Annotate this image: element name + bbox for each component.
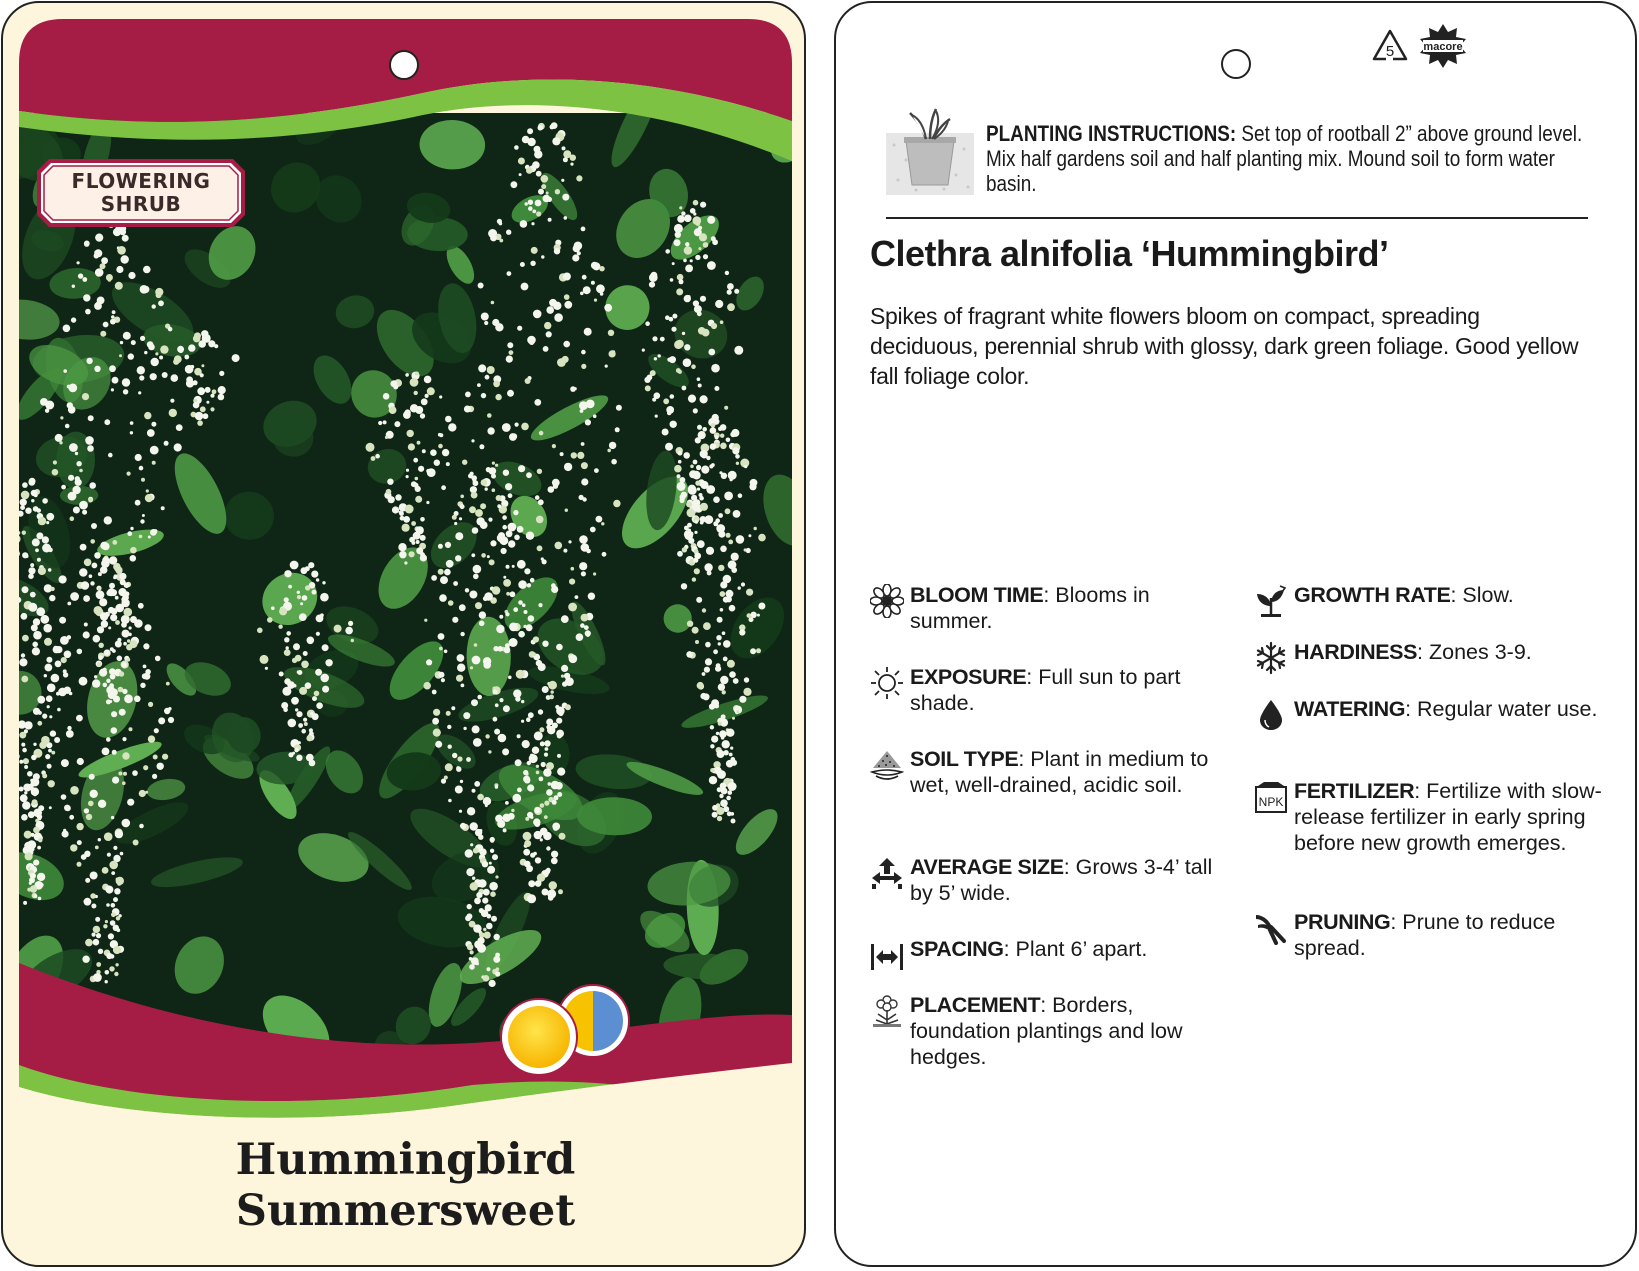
category-badge (35, 157, 247, 229)
attr-exposure (910, 664, 1220, 716)
attr-value: : Regular water use. (1405, 697, 1598, 721)
attr-label: HARDINESS (1294, 640, 1418, 664)
planting-label: PLANTING INSTRUCTIONS: (986, 121, 1237, 146)
attr-value: : Blooms in summer. (910, 583, 1150, 633)
attr-value: : Prune to reduce spread. (1294, 910, 1556, 960)
planting-instructions (886, 105, 1586, 201)
back-tag (834, 1, 1637, 1267)
attr-label: GROWTH RATE (1294, 583, 1451, 607)
npk-icon (1254, 780, 1288, 814)
sun-icon (870, 666, 904, 700)
badge-line-1: FLOWERING (71, 169, 211, 193)
attr-label: SOIL TYPE (910, 747, 1019, 771)
spacing-icon (870, 938, 904, 972)
scientific-name: Clethra alnifolia ‘Hummingbird’ (870, 233, 1389, 274)
attr-value: : Zones 3-9. (1417, 640, 1532, 664)
attr-label: EXPOSURE (910, 665, 1027, 689)
common-name-line-2: Summersweet (235, 1186, 576, 1236)
attr-growth-rate (1294, 582, 1604, 608)
growth-icon (1254, 584, 1288, 618)
soil-icon (870, 748, 904, 782)
attr-value: : Borders, foundation plantings and low hedges. (910, 993, 1183, 1069)
attr-soil-type (910, 746, 1220, 798)
brand-name: macore (1423, 41, 1463, 53)
logos (1371, 23, 1469, 69)
attr-label: PRUNING (1294, 910, 1391, 934)
full-sun-icon (501, 999, 577, 1075)
planting-text: Set top of rootball 2” above ground level. Mix half gardens soil and half planting mix. Mound soil to form water basin. (986, 121, 1583, 196)
attr-label: SPACING (910, 937, 1004, 961)
attr-value: : Slow. (1450, 583, 1514, 607)
snowflake-icon (1254, 641, 1288, 675)
hang-hole (390, 51, 418, 79)
attr-value: : Plant in medium to wet, well-drained, acidic soil. (910, 747, 1209, 797)
divider (886, 217, 1588, 219)
placement-icon (870, 994, 904, 1028)
attr-value: : Plant 6’ apart. (1003, 937, 1148, 961)
attr-label: FERTILIZER (1294, 779, 1415, 803)
badge-line-2: SHRUB (100, 192, 182, 216)
attr-average-size (910, 854, 1220, 906)
attr-fertilizer (1258, 778, 1604, 856)
flower-icon (870, 584, 904, 618)
recycle-number: 5 (1385, 43, 1395, 60)
attr-bloom-time (910, 582, 1220, 634)
attr-value: : Full sun to part shade. (910, 665, 1181, 715)
attr-label: AVERAGE SIZE (910, 855, 1064, 879)
attr-spacing (910, 936, 1220, 962)
attr-pruning (1294, 909, 1604, 961)
pruners-icon (1254, 911, 1288, 945)
attr-label: PLACEMENT (910, 993, 1041, 1017)
attr-label: WATERING (1294, 697, 1406, 721)
svg-text:NPK: NPK (1258, 795, 1284, 809)
attr-value: : Grows 3-4’ tall by 5’ wide. (910, 855, 1213, 905)
macore-logo (1417, 23, 1469, 69)
attr-label: BLOOM TIME (910, 583, 1044, 607)
common-name-line-1: Hummingbird (235, 1135, 576, 1185)
water-drop-icon (1254, 698, 1288, 732)
attr-watering (1294, 696, 1604, 722)
hang-hole (1221, 49, 1251, 79)
attr-placement (910, 992, 1220, 1070)
attr-hardiness (1294, 639, 1604, 665)
recycle-icon (1371, 28, 1409, 64)
description: Spikes of fragrant white flowers bloom on compact, spreading deciduous, perennial shrub with glossy, dark green foliage. Good yellow fall foliage color. (870, 303, 1579, 389)
front-tag (1, 1, 806, 1267)
common-name (3, 1135, 806, 1237)
pot-icon (886, 105, 976, 201)
size-icon (870, 856, 904, 890)
attr-value: : Fertilize with slow-release fertilizer in early spring before new growth emerges. (1294, 779, 1602, 855)
